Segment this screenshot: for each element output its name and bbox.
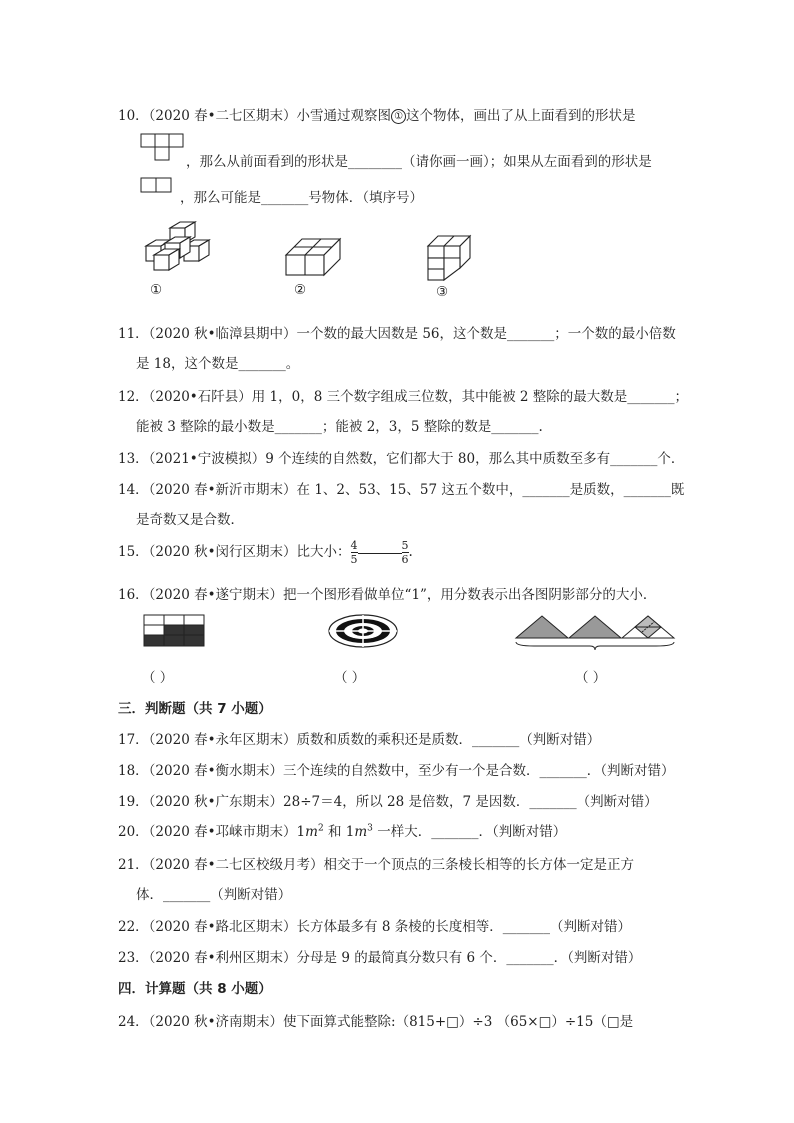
q15-f2-den: 6	[401, 553, 409, 566]
q20-unit-1: m	[305, 824, 318, 840]
q10-text-a: 10．（2020 春•二七区期末）小雪通过观察图	[118, 108, 392, 124]
top-view-shape	[140, 133, 188, 163]
cube-figure-1	[140, 218, 220, 280]
q15-prefix: 15．（2020 秋•闵行区期末）比大小：	[118, 544, 351, 560]
q15-f1-num: 4	[350, 539, 358, 552]
q15-f2-num: 5	[401, 539, 409, 552]
q15-blank[interactable]	[358, 552, 402, 554]
q14-line2: 是奇数又是合数．	[136, 512, 244, 528]
triangles-figure	[514, 612, 676, 652]
cube-figure-2	[282, 235, 344, 280]
q17-line: 17．（2020 春•永年区期末）质数和质数的乘积还是质数．_______（判断对错）	[118, 732, 601, 748]
q18-line: 18．（2020 春•衡水期末）三个连续的自然数中，至少有一个是合数．_______．（判断对错）	[118, 763, 675, 779]
shaded-grid-figure	[143, 614, 205, 648]
q11-line2: 是 18，这个数是_______。	[136, 356, 300, 372]
q20-unit-2: m	[354, 824, 368, 840]
q15-line	[118, 539, 413, 566]
q20-line	[118, 820, 566, 840]
q10-line3: ，那么可能是_______号物体．（填序号）	[180, 190, 423, 206]
q20-mid: 和 1	[323, 824, 355, 840]
cube-figure-3	[424, 232, 474, 284]
q10-circle-label: ①	[391, 109, 406, 124]
q15-fraction-1	[351, 539, 358, 566]
q16-answer-3[interactable]: （ ）	[575, 670, 607, 686]
fig-label-3: ③	[436, 284, 449, 300]
q10-line2: ，那么从前面看到的形状是________（请你画一画）；如果从左面看到的形状是	[186, 154, 652, 170]
q22-line: 22．（2020 春•路北区期末）长方体最多有 8 条棱的长度相等．_______（判断对错）	[118, 919, 631, 935]
section-4-heading: 四．计算题（共 8 小题）	[118, 981, 272, 997]
q12-line2: 能被 3 整除的最小数是_______；能被 2，3，5 整除的数是_______.	[136, 419, 543, 435]
q21-line2: 体．_______（判断对错）	[136, 887, 292, 903]
q10-line1	[118, 104, 636, 124]
q15-f1-den: 5	[350, 553, 358, 566]
section-3-heading: 三．判断题（共 7 小题）	[118, 701, 272, 717]
q16-answer-2[interactable]: （ ）	[334, 670, 366, 686]
q20-prefix: 20．（2020 春•邛崃市期末）1	[118, 824, 306, 840]
q15-fraction-2	[402, 539, 409, 566]
q16-line1: 16．（2020 春•遂宁期末）把一个图形看做单位“1”，用分数表示出各图阴影部分的大小．	[118, 587, 657, 603]
q12-line1: 12．（2020•石阡县）用 1，0，8 三个数字组成三位数，其中能被 2 整除的最大数是_______；	[118, 389, 689, 405]
q15-suffix: .	[408, 544, 413, 560]
q16-answer-1[interactable]: （ ）	[142, 670, 174, 686]
q19-line: 19．（2020 秋•广东期末）28÷7＝4，所以 28 是倍数，7 是因数．_______（判断对错）	[118, 794, 658, 810]
q20-exp-1: 2	[317, 823, 324, 834]
q24-line: 24．（2020 秋•济南期末）使下面算式能整除:（815+□）÷3 （65×□）÷15（□是	[118, 1014, 634, 1030]
fig-label-2: ②	[294, 282, 307, 298]
q11-line1: 11．（2020 秋•临漳县期中）一个数的最大因数是 56，这个数是_______；一个数的最小倍数	[118, 326, 676, 342]
q20-suffix: 一样大．_______．（判断对错）	[372, 824, 567, 840]
left-view-shape	[140, 177, 174, 195]
q13-line1: 13．（2021•宁波模拟）9 个连续的自然数，它们都大于 80，那么其中质数至多有_______个．	[118, 451, 685, 467]
q21-line1: 21．（2020 春•二七区校级月考）相交于一个顶点的三条棱长相等的长方体一定是正方	[118, 857, 635, 873]
q14-line1: 14．（2020 春•新沂市期末）在 1、2、53、15、57 这五个数中，_______是质数，_______既	[118, 482, 685, 498]
q23-line: 23．（2020 春•利州区期末）分母是 9 的最简真分数只有 6 个．_______．（判断对错）	[118, 950, 642, 966]
fig-label-1: ①	[150, 282, 163, 298]
concentric-rings-figure	[327, 613, 399, 649]
q10-text-b: 这个物体，画出了从上面看到的形状是	[406, 108, 636, 124]
q20-exp-2: 3	[367, 823, 373, 834]
